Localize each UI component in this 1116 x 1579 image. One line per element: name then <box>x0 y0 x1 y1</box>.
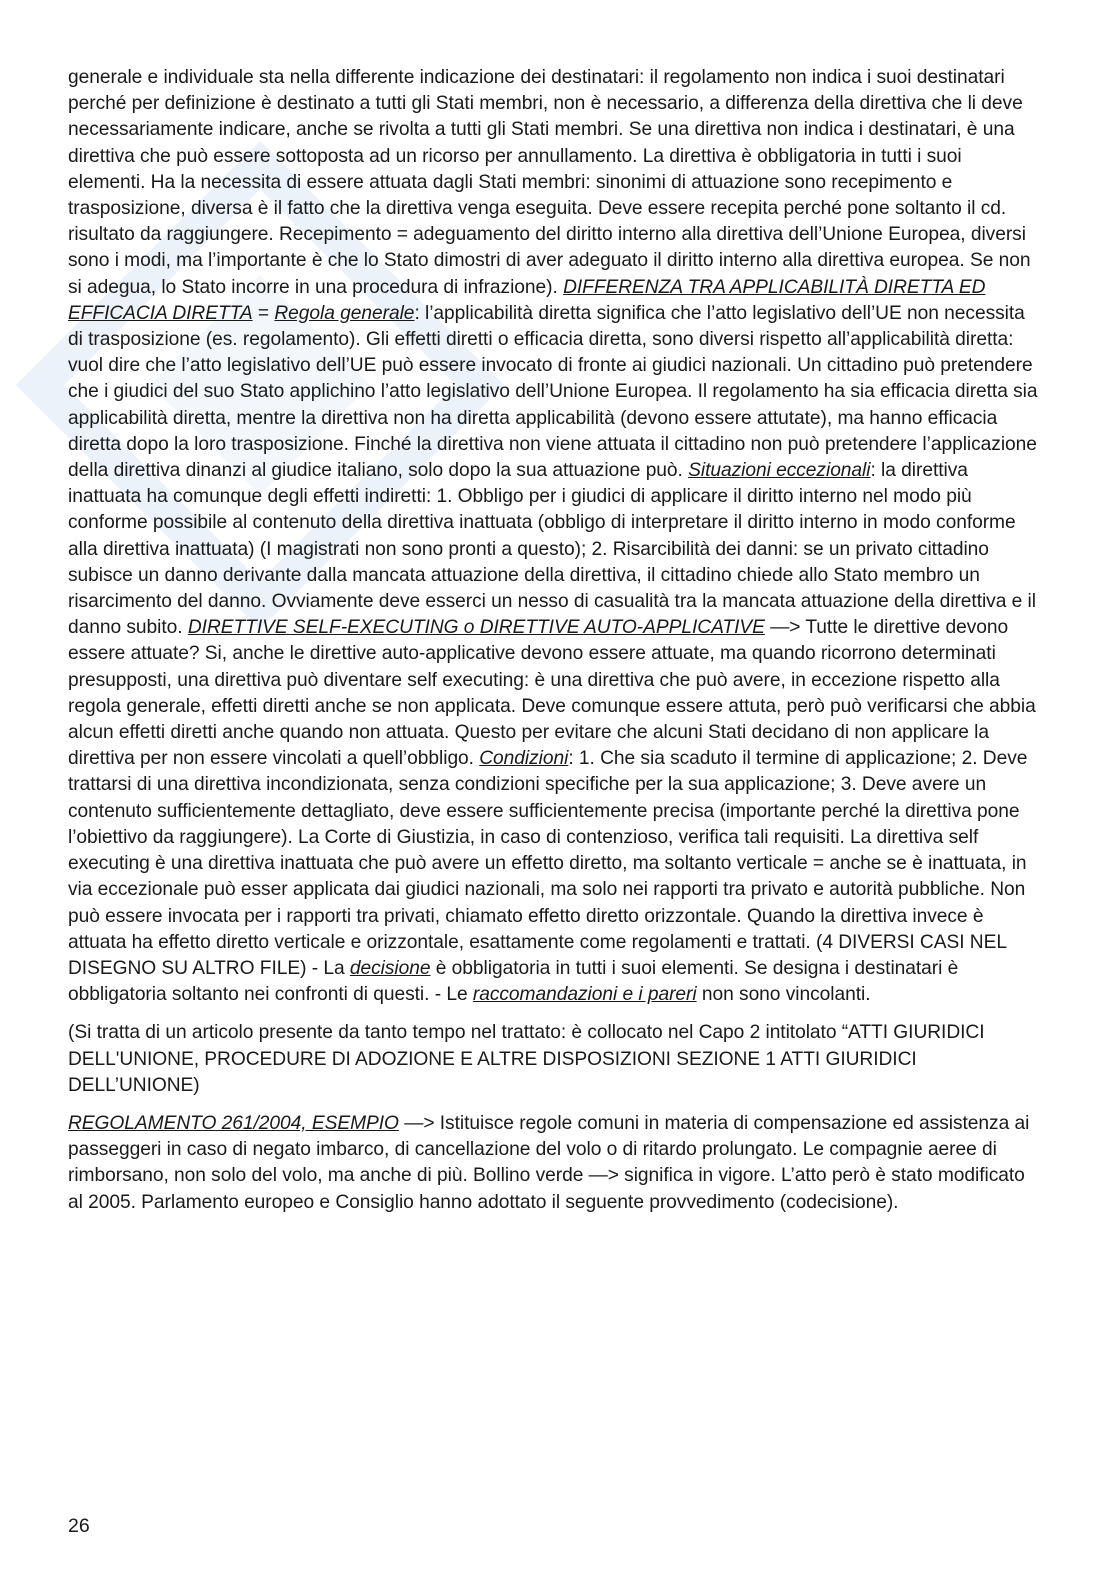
document-body <box>68 65 1043 1228</box>
underlined-heading: decisione <box>349 957 431 979</box>
underlined-heading: Condizioni <box>479 748 569 770</box>
underlined-heading: REGOLAMENTO 261/2004, ESEMPIO <box>68 1112 399 1134</box>
page-number: 26 <box>68 1515 90 1537</box>
underlined-heading: Situazioni eccezionali <box>688 460 871 482</box>
text-run: = <box>252 302 275 324</box>
underlined-heading: raccomandazioni e i pareri <box>472 984 697 1006</box>
paragraph <box>68 1020 1043 1099</box>
underlined-heading: Regola generale <box>274 302 415 324</box>
text-run: : la direttiva inattuata ha comunque degli effetti indiretti: 1. Obbligo per i giudici di applicare il diritto interno nel modo più conforme possibile al contenuto della direttiva inattuata (obbligo di interpretare il diritto interno in modo conforme alla direttiva inattuata) (I magistrati non sono pronti a questo); 2. Risarcibilità dei danni: se un privato cittadino subisce un danno derivante dalla mancata attuazione della direttiva, il cittadino chiede allo Stato membro un risarcimento del danno. Ovviamente deve esserci un nesso di casualità tra la mancata attuazione della direttiva e il danno subito. <box>68 460 1036 639</box>
paragraph <box>68 1111 1043 1216</box>
text-run: (Si tratta di un articolo presente da tanto tempo nel trattato: è collocato nel Capo 2 intitolato “ATTI GIURIDICI DELL'UNIONE, PROCEDURE DI ADOZIONE E ALTRE DISPOSIZIONI SEZIONE 1 ATTI GIURIDICI DELL’UNIONE) <box>68 1022 985 1096</box>
text-run: è obbligatoria in tutti i suoi elementi. Se designa i destinatari è obbligatoria soltanto nei confronti di questi. - Le <box>68 957 959 1006</box>
text-run: —> Tutte le direttive devono essere attuate? Si, anche le direttive auto-applicative devono essere attuate, ma quando ricorrono determinati presupposti, una direttiva può diventare self executing: è una direttiva che può avere, in eccezione rispetto alla regola generale, effetti diretti anche se non applicata. Deve comunque essere attuta, però può verificarsi che abbia alcun effetti diretti anche quando non attuata. Questo per evitare che alcuni Stati decidano di non applicare la direttiva per non essere vincolati a quell’obbligo. <box>68 617 1036 770</box>
text-run: : l’applicabilità diretta significa che l’atto legislativo dell’UE non necessita di trasposizione (es. regolamento). Gli effetti diretti o efficacia diretta, sono diversi rispetto all’applicabilità diretta: vuol dire che l’atto legislativo dell’UE può essere invocato di fronte ai giudici nazionali. Un cittadino può pretendere che i giudici del suo Stato applichino l’atto legislativo dell’Unione Europea. Il regolamento ha sia efficacia diretta sia applicabilità diretta, mentre la direttiva non ha diretta applicabilità (devono essere attutate), ma hanno efficacia diretta dopo la loro trasposizione. Finché la direttiva non viene attuata il cittadino non può pretendere l’applicazione della direttiva dinanzi al giudice italiano, solo dopo la sua attuazione può. <box>68 302 1038 482</box>
underlined-heading: DIRETTIVE SELF-EXECUTING o DIRETTIVE AUTO-APPLICATIVE <box>187 617 765 639</box>
text-run: non sono vincolanti. <box>696 984 871 1006</box>
text-run: —> Istituisce regole comuni in materia di compensazione ed assistenza ai passeggeri in caso di negato imbarco, di cancellazione del volo o di ritardo prolungato. Le compagnie aeree di rimborsano, non solo del volo, ma anche di più. Bollino verde —> significa in vigore. L’atto però è stato modificato al 2005. Parlamento europeo e Consiglio hanno adottato il seguente provvedimento (codecisione). <box>68 1112 1030 1213</box>
text-run: : 1. Che sia scaduto il termine di applicazione; 2. Deve trattarsi di una direttiva incondizionata, senza condizioni specifiche per la sua applicazione; 3. Deve avere un contenuto sufficientemente dettagliato, deve essere sufficientemente precisa (importante perché la direttiva pone l’obiettivo da raggiungere). La Corte di Giustizia, in caso di contenzioso, verifica tali requisiti. La direttiva self executing è una direttiva inattuata che può avere un effetto diretto, ma soltanto verticale = anche se è inattuata, in via eccezionale può esser applicata dai giudici nazionali, ma solo nei rapporti tra privato e autorità pubbliche. Non può essere invocata per i rapporti tra privati, chiamato effetto diretto orizzontale. Quando la direttiva invece è attuata ha effetto diretto verticale e orizzontale, esattamente come regolamenti e trattati. (4 DIVERSI CASI NEL DISEGNO SU ALTRO FILE) - La <box>68 748 1028 979</box>
paragraph <box>68 65 1043 1008</box>
text-run: generale e individuale sta nella differente indicazione dei destinatari: il regolamento non indica i suoi destinatari perché per definizione è destinato a tutti gli Stati membri, non è necessario, a differenza della direttiva che li deve necessariamente indicare, anche se rivolta a tutti gli Stati membri. Se una direttiva non indica i destinatari, è una direttiva che può essere sottoposta ad un ricorso per annullamento. La direttiva è obbligatoria in tutti i suoi elementi. Ha la necessita di essere attuata dagli Stati membri: sinonimi di attuazione sono recepimento e trasposizione, diversa è il fatto che la direttiva venga eseguita. Deve essere recepita perché pone soltanto il cd. risultato da raggiungere. Recepimento = adeguamento del diritto interno alla direttiva dell’Unione Europea, diversi sono i modi, ma l’importante è che lo Stato dimostri di aver adeguato il diritto interno alla direttiva europea. Se non si adegua, lo Stato incorre in una procedura di infrazione). <box>68 67 1031 298</box>
underlined-heading: DIFFERENZA TRA APPLICABILITÀ DIRETTA ED EFFICACIA DIRETTA <box>68 276 986 324</box>
